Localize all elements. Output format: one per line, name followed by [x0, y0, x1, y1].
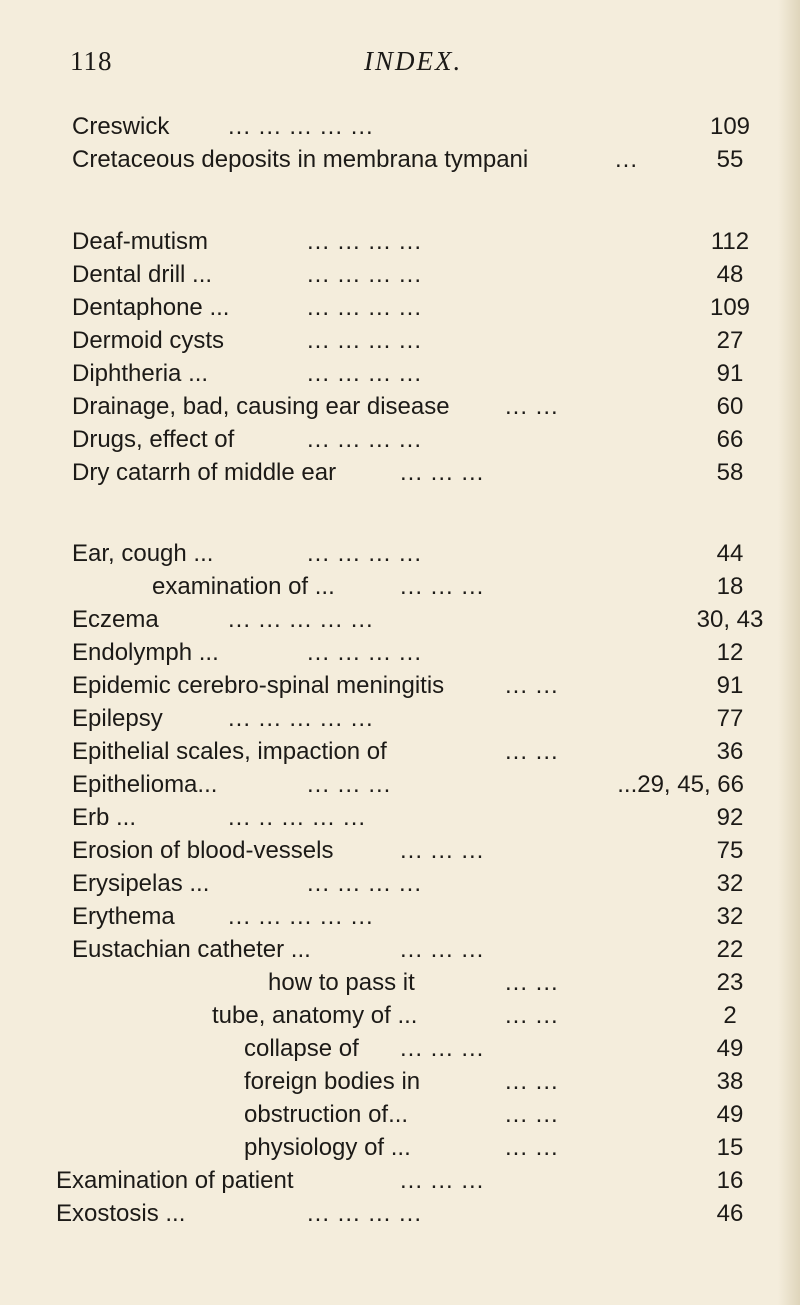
entry-term: Dentaphone ... — [72, 294, 230, 321]
entry-pages: 49 — [716, 1035, 744, 1062]
entry-term: Epithelioma... — [72, 771, 218, 798]
entry-leader: ... ... ... ... — [307, 1200, 423, 1227]
entry-leader: ... ... ... ... ... — [228, 113, 374, 140]
entry-pages: 92 — [716, 804, 744, 831]
index-entry — [0, 1098, 800, 1131]
index-entry — [0, 1032, 800, 1065]
entry-term: Dental drill ... — [72, 261, 213, 288]
entry-term: Epidemic cerebro-spinal meningitis — [72, 672, 445, 699]
entry-pages: 49 — [716, 1101, 744, 1128]
entry-term: Endolymph ... — [72, 639, 219, 666]
index-entry — [0, 537, 800, 570]
entry-pages: 48 — [716, 261, 744, 288]
entry-leader: ... ... ... ... — [307, 426, 423, 453]
entry-term: Dermoid cysts — [72, 327, 225, 354]
entry-term: tube, anatomy of ... — [212, 1002, 418, 1029]
entry-leader: ... ... ... — [400, 936, 485, 963]
entry-leader: ... ... — [505, 969, 559, 996]
index-entry — [0, 357, 800, 390]
entry-pages: 12 — [716, 639, 744, 666]
index-entry — [0, 603, 800, 636]
entry-leader: ... ... — [505, 1068, 559, 1095]
index-entry — [0, 801, 800, 834]
entry-leader: ... ... — [505, 1101, 559, 1128]
entry-pages: 15 — [716, 1134, 744, 1161]
entry-leader: ... ... — [505, 1134, 559, 1161]
index-entry — [0, 933, 800, 966]
entry-pages: 58 — [716, 459, 744, 486]
entry-leader: ... ... ... ... — [307, 870, 423, 897]
index-entry — [0, 900, 800, 933]
entry-pages: 23 — [716, 969, 744, 996]
entry-term: foreign bodies in — [244, 1068, 421, 1095]
index-entry — [0, 225, 800, 258]
entry-leader: ... ... ... ... — [307, 639, 423, 666]
entry-term: Epithelial scales, impaction of — [72, 738, 387, 765]
index-entry — [0, 702, 800, 735]
entry-term: Dry catarrh of middle ear — [72, 459, 337, 486]
entry-pages: 109 — [709, 113, 751, 140]
entry-leader: ... ... ... ... ... — [228, 606, 374, 633]
entry-leader: ... ... — [505, 672, 559, 699]
entry-pages: 36 — [716, 738, 744, 765]
entry-pages: 46 — [716, 1200, 744, 1227]
index-entry — [0, 999, 800, 1032]
entry-leader: ... ... ... — [400, 837, 485, 864]
entry-pages: 112 — [710, 228, 750, 255]
entry-term: Exostosis ... — [56, 1200, 186, 1227]
index-entry — [0, 423, 800, 456]
entry-pages: 55 — [716, 146, 744, 173]
entry-pages: 44 — [716, 540, 744, 567]
entry-leader: ... — [615, 146, 639, 173]
running-header: INDEX. — [364, 46, 463, 76]
entry-term: how to pass it — [268, 969, 415, 996]
entry-term: Eustachian catheter ... — [72, 936, 311, 963]
entry-leader: ... ... ... — [307, 771, 392, 798]
entry-term: obstruction of... — [244, 1101, 409, 1128]
entry-pages: ...29, 45, 66 — [617, 771, 744, 798]
entry-pages: 91 — [716, 672, 744, 699]
page-number: 118 — [70, 46, 113, 76]
index-entry — [0, 291, 800, 324]
entry-term: Drainage, bad, causing ear disease — [72, 393, 450, 420]
entry-term: Erythema — [72, 903, 175, 930]
entry-term: Erysipelas ... — [72, 870, 210, 897]
index-entry — [0, 834, 800, 867]
entry-pages: 16 — [716, 1167, 744, 1194]
entry-pages: 2 — [723, 1002, 737, 1029]
entry-leader: ... ... — [505, 393, 559, 420]
entry-leader: ... ... ... — [400, 573, 485, 600]
index-entry — [0, 324, 800, 357]
entry-leader: ... ... — [505, 1002, 559, 1029]
entry-term: physiology of ... — [244, 1134, 411, 1161]
entry-term: Epilepsy — [72, 705, 163, 732]
entry-term: Eczema — [72, 606, 159, 633]
entry-leader: ... .. ... ... ... — [228, 804, 367, 831]
entry-term: Erb ... — [72, 804, 137, 831]
entry-term: examination of ... — [152, 573, 335, 600]
index-entry — [0, 636, 800, 669]
entry-leader: ... ... ... ... — [307, 327, 423, 354]
index-entry — [0, 143, 800, 176]
entry-term: collapse of — [244, 1035, 359, 1062]
index-entry — [0, 258, 800, 291]
entry-term: Cretaceous deposits in membrana tympani — [72, 146, 529, 173]
index-entry — [0, 390, 800, 423]
entry-pages: 27 — [716, 327, 744, 354]
entry-pages: 32 — [716, 903, 744, 930]
index-entry — [0, 1065, 800, 1098]
entry-leader: ... ... ... ... — [307, 261, 423, 288]
entry-pages: 38 — [716, 1068, 744, 1095]
index-entry — [0, 570, 800, 603]
index-entry — [0, 1197, 800, 1230]
entry-pages: 75 — [716, 837, 744, 864]
entry-term: Erosion of blood-vessels — [72, 837, 334, 864]
index-entry — [0, 735, 800, 768]
entry-leader: ... ... ... ... ... — [228, 903, 374, 930]
index-entry — [0, 456, 800, 489]
index-entry — [0, 867, 800, 900]
entry-pages: 77 — [716, 705, 744, 732]
entry-leader: ... ... — [505, 738, 559, 765]
entry-term: Drugs, effect of — [72, 426, 235, 453]
entry-leader: ... ... ... ... — [307, 228, 423, 255]
entry-pages: 18 — [716, 573, 744, 600]
entry-pages: 60 — [716, 393, 744, 420]
entry-pages: 22 — [716, 936, 744, 963]
entry-term: Creswick — [72, 113, 170, 140]
entry-leader: ... ... ... ... — [307, 294, 423, 321]
entry-term: Ear, cough ... — [72, 540, 214, 567]
entry-term: Deaf-mutism — [72, 228, 209, 255]
entry-leader: ... ... ... — [400, 1035, 485, 1062]
entry-leader: ... ... ... ... — [307, 360, 423, 387]
entry-pages: 66 — [716, 426, 744, 453]
index-entry — [0, 966, 800, 999]
entry-leader: ... ... ... ... — [307, 540, 423, 567]
index-entry — [0, 768, 800, 801]
index-entry — [0, 1164, 800, 1197]
index-entry — [0, 669, 800, 702]
index-entry — [0, 1131, 800, 1164]
entry-leader: ... ... ... ... ... — [228, 705, 374, 732]
entry-term: Examination of patient — [56, 1167, 294, 1194]
entry-leader: ... ... ... — [400, 1167, 485, 1194]
entry-term: Diphtheria ... — [72, 360, 209, 387]
entry-pages: 91 — [716, 360, 744, 387]
entry-pages: 32 — [716, 870, 744, 897]
entry-pages: 109 — [709, 294, 751, 321]
entry-pages: 30, 43 — [696, 606, 764, 633]
index-entry — [0, 110, 800, 143]
entry-leader: ... ... ... — [400, 459, 485, 486]
